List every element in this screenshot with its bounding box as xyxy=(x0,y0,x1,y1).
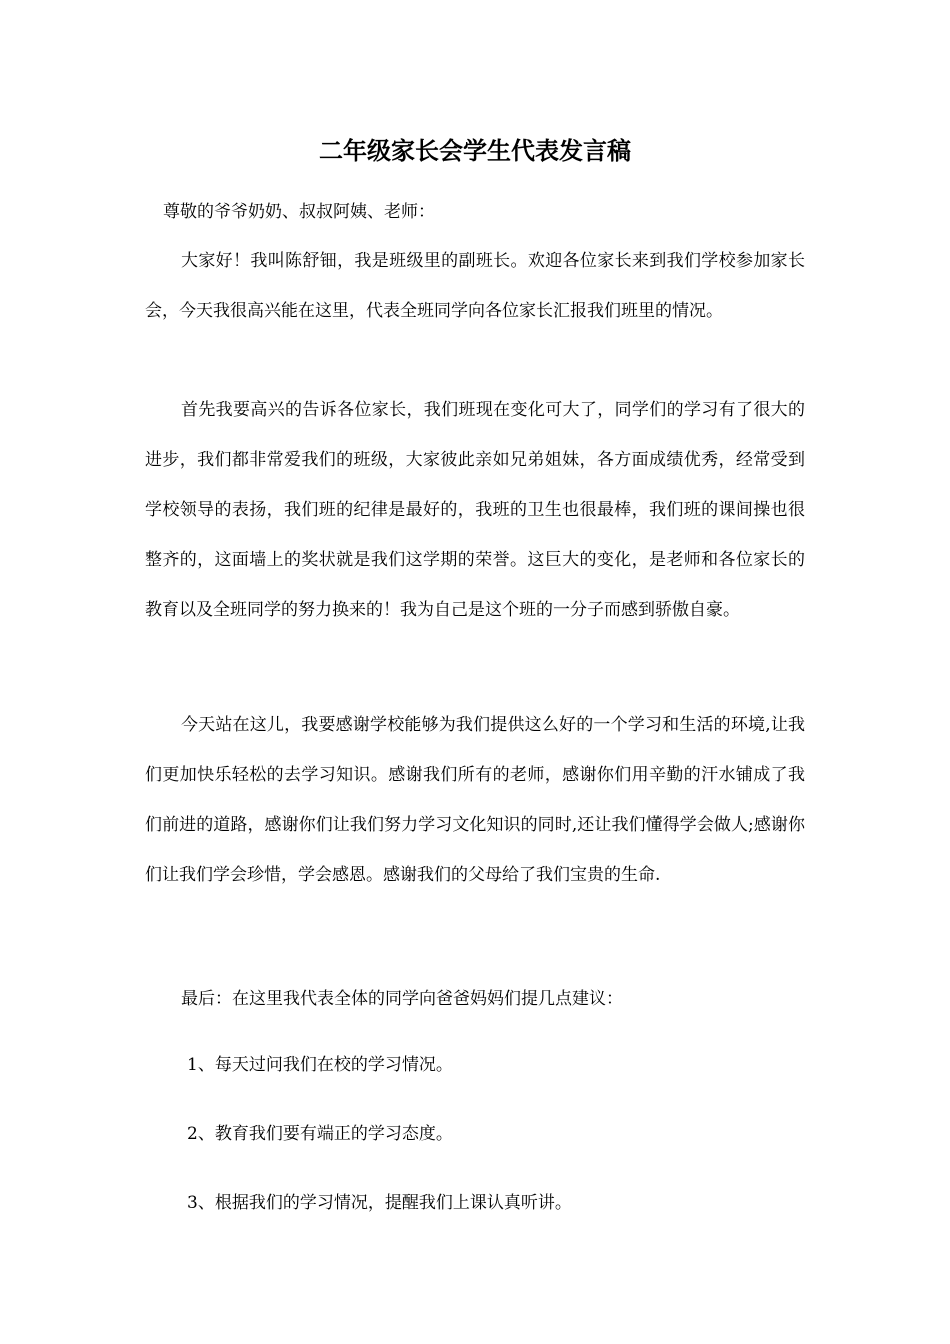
closing-line: 最后：在这里我代表全体的同学向爸爸妈妈们提几点建议： xyxy=(181,989,623,1009)
paragraph-class-changes: 首先我要高兴的告诉各位家长，我们班现在变化可大了，同学们的学习有了很大的进步，我们都非常爱我们的班级，大家彼此亲如兄弟姐妹，各方面成绩优秀，经常受到学校领导的表扬，我们班的纪律是最好的，我班的卫生也很最棒，我们班的课间操也很整齐的，这面墙上的奖状就是我们这学期的荣誉。这巨大的变化，是老师和各位家长的教育以及全班同学的努力换来的！我为自己是这个班的一分子而感到骄傲自豪。 xyxy=(145,400,805,620)
salutation: 尊敬的爷爷奶奶、叔叔阿姨、老师： xyxy=(163,202,435,222)
document-title: 二年级家长会学生代表发言稿 xyxy=(319,136,631,165)
suggestion-item: 3、根据我们的学习情况，提醒我们上课认真听讲。 xyxy=(187,1193,572,1213)
suggestion-item: 2、教育我们要有端正的学习态度。 xyxy=(187,1124,453,1144)
paragraph-thanks: 今天站在这儿，我要感谢学校能够为我们提供这么好的一个学习和生活的环境,让我们更加快乐轻松的去学习知识。感谢我们所有的老师，感谢你们用辛勤的汗水铺成了我们前进的道路，感谢你们让我们努力学习文化知识的同时,还让我们懂得学会做人;感谢你们让我们学会珍惜，学会感恩。感谢我们的父母给了我们宝贵的生命. xyxy=(145,715,805,885)
suggestion-item: 1、每天过问我们在校的学习情况。 xyxy=(187,1055,453,1075)
paragraph-greeting: 大家好！我叫陈舒钿，我是班级里的副班长。欢迎各位家长来到我们学校参加家长会，今天我很高兴能在这里，代表全班同学向各位家长汇报我们班里的情况。 xyxy=(145,251,805,321)
